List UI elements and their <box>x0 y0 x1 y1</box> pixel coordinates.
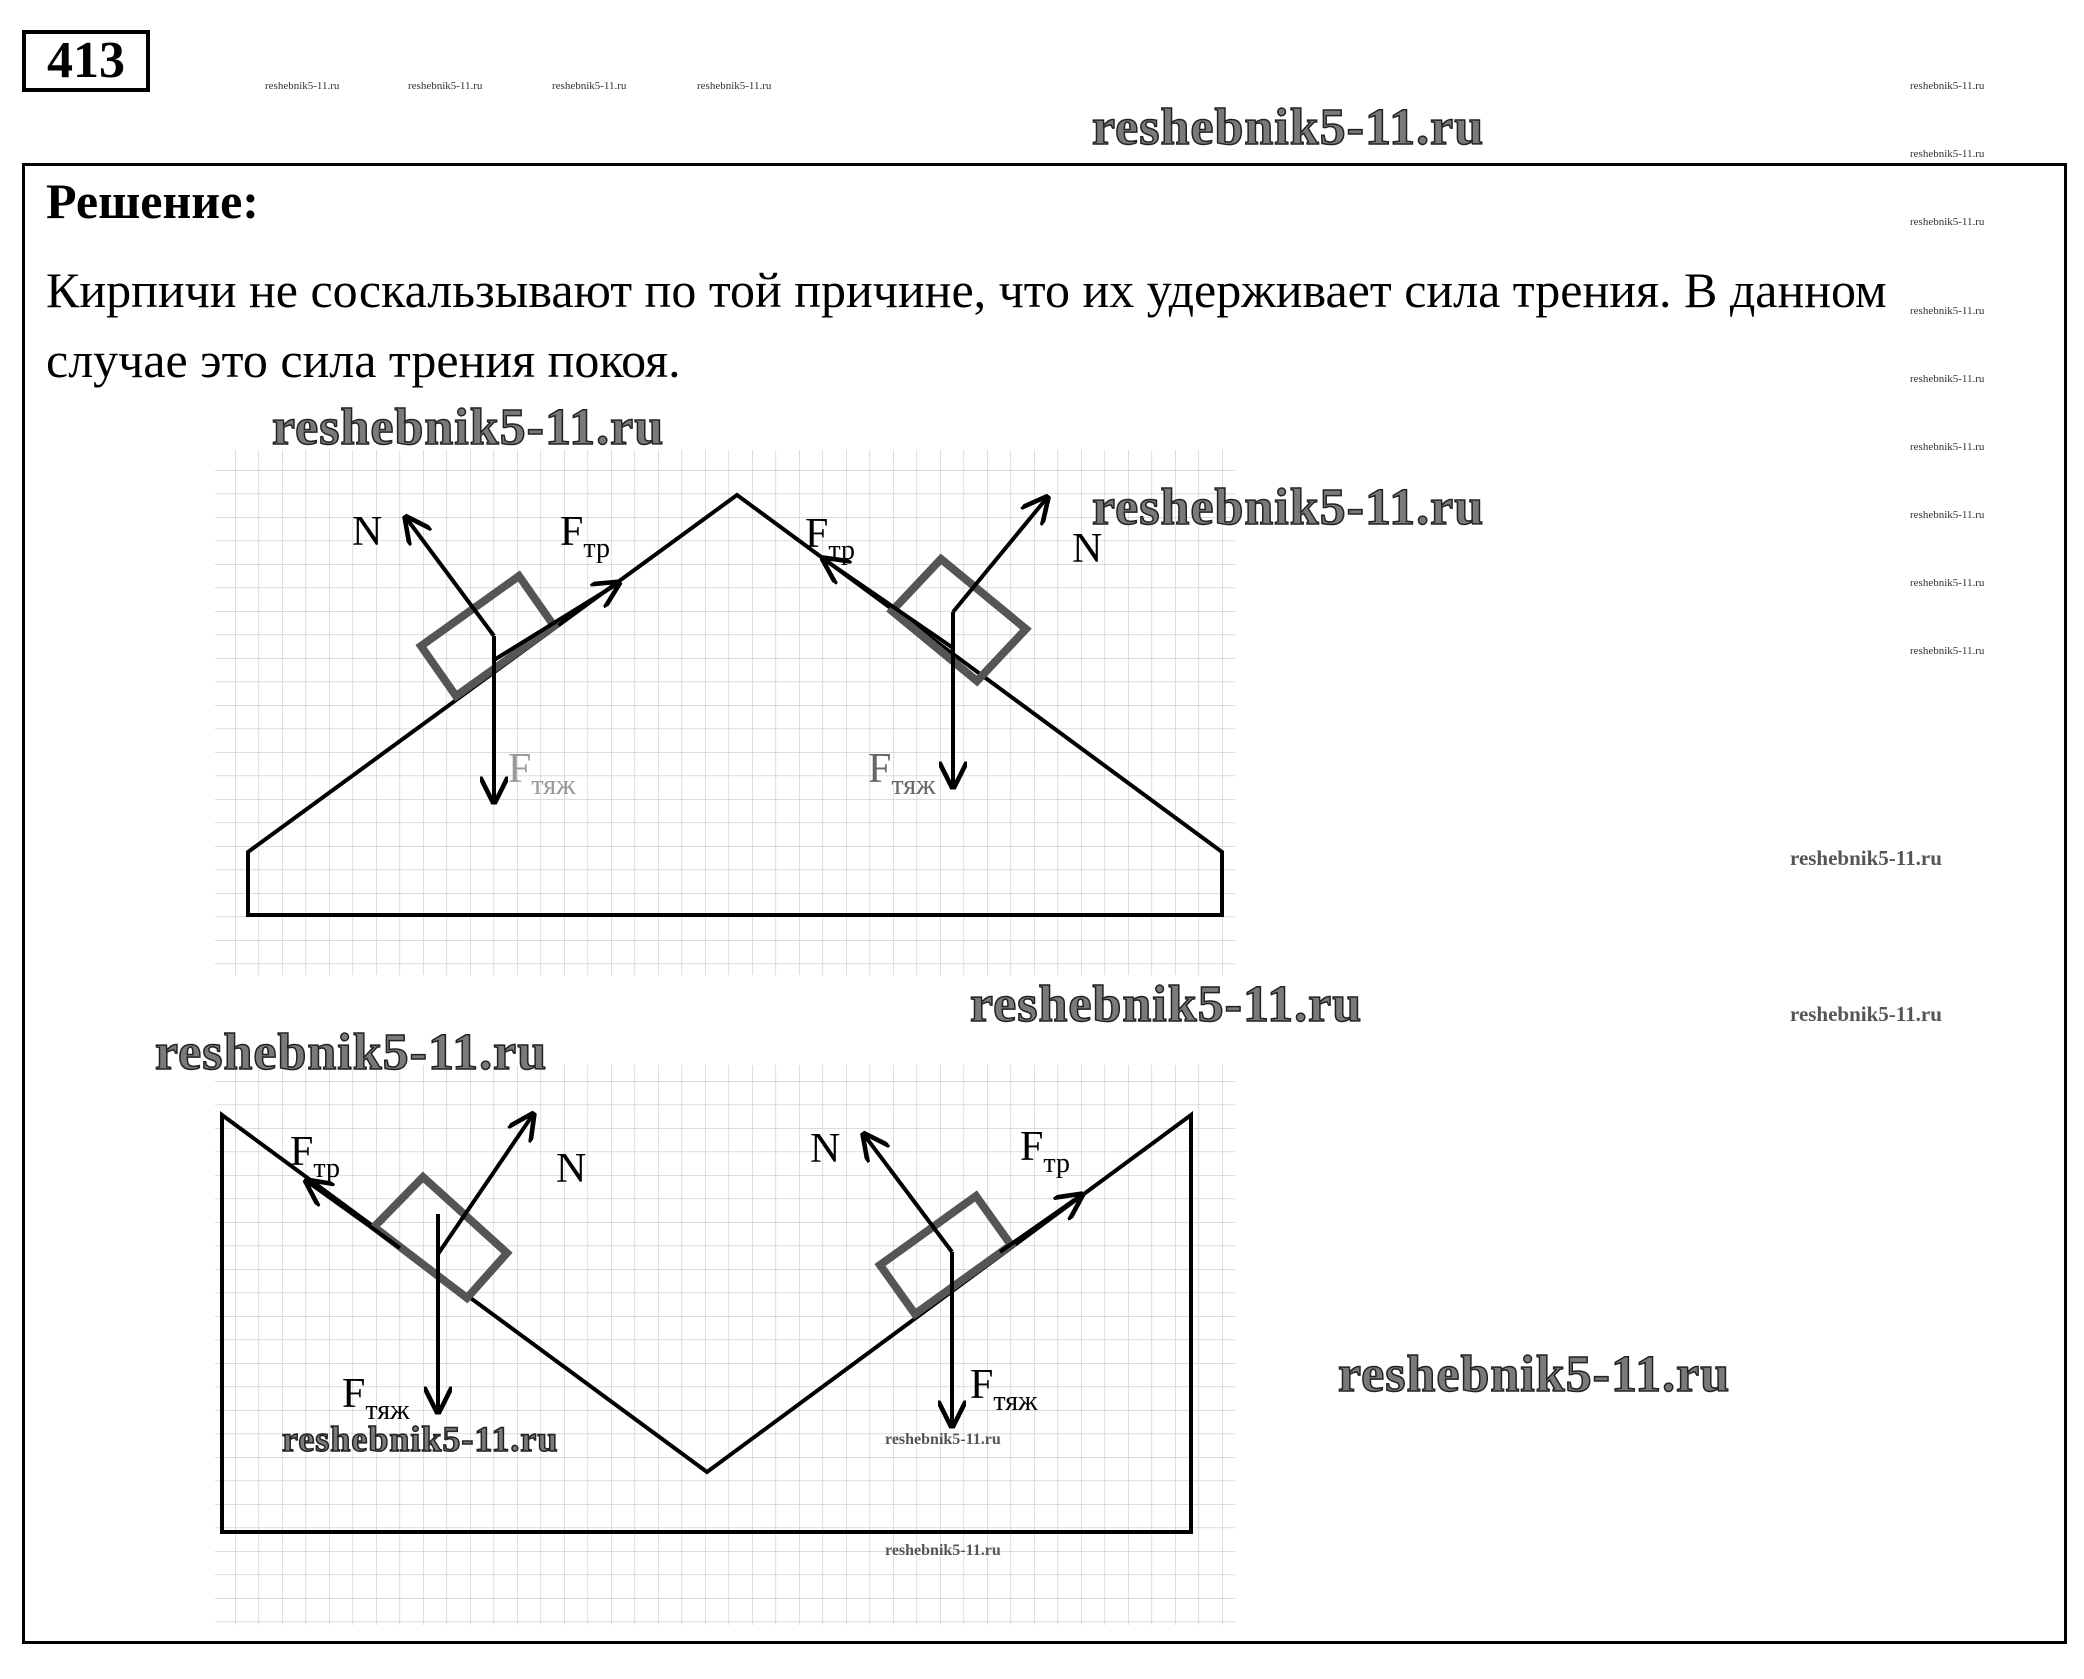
watermark-small: reshebnik5-11.ru <box>1910 80 1985 92</box>
watermark-large: reshebnik5-11.ru <box>970 976 1363 1033</box>
watermark-small: reshebnik5-11.ru <box>697 80 772 92</box>
watermark-large: reshebnik5-11.ru <box>272 399 665 456</box>
label-n-left: N <box>556 1146 587 1192</box>
watermark-small: reshebnik5-11.ru <box>1910 216 1985 228</box>
label-f-left: $F_{тр}$ <box>560 509 610 564</box>
watermark-medium: reshebnik5-11.ru <box>885 1542 1001 1559</box>
watermark-large: reshebnik5-11.ru <box>282 1419 559 1459</box>
label-fg-left: $F_{тяж}$ <box>508 746 576 801</box>
watermark-large: reshebnik5-11.ru <box>1092 479 1485 536</box>
watermark-small: reshebnik5-11.ru <box>1910 577 1985 589</box>
grid-bottom <box>215 1065 1235 1625</box>
watermark-small: reshebnik5-11.ru <box>1910 441 1985 453</box>
watermark-large: reshebnik5-11.ru <box>1338 1346 1731 1403</box>
watermark-small: reshebnik5-11.ru <box>1910 305 1985 317</box>
watermark-large: reshebnik5-11.ru <box>1092 99 1485 156</box>
label-f-right: $F_{тр}$ <box>1020 1124 1070 1179</box>
watermark-small: reshebnik5-11.ru <box>408 80 483 92</box>
watermark-small: reshebnik5-11.ru <box>1910 645 1985 657</box>
watermark-large: reshebnik5-11.ru <box>155 1024 548 1081</box>
watermark-small: reshebnik5-11.ru <box>552 80 627 92</box>
solution-text: Кирпичи не соскальзывают по той причине, что их удерживает сила трения. В данном случае это сила трения покоя. <box>46 262 1887 388</box>
watermark-medium: reshebnik5-11.ru <box>1790 1002 1942 1026</box>
watermark-medium: reshebnik5-11.ru <box>1790 846 1942 870</box>
label-fg-left: $F_{тяж}$ <box>342 1371 410 1426</box>
watermark-small: reshebnik5-11.ru <box>1910 148 1985 160</box>
watermark-small: reshebnik5-11.ru <box>1910 509 1985 521</box>
label-f-left: $F_{тр}$ <box>290 1129 340 1184</box>
label-fg-right: $F_{тяж}$ <box>868 746 936 801</box>
solution-heading: Решение: <box>46 173 259 229</box>
label-f-right: $F_{тр}$ <box>805 511 855 566</box>
label-n-right: N <box>1072 526 1103 572</box>
watermark-small: reshebnik5-11.ru <box>1910 373 1985 385</box>
watermark-medium: reshebnik5-11.ru <box>885 1431 1001 1448</box>
watermark-small: reshebnik5-11.ru <box>265 80 340 92</box>
label-n-left: N <box>352 509 383 555</box>
label-n-right: N <box>810 1126 841 1172</box>
label-fg-right: $F_{тяж}$ <box>970 1362 1038 1417</box>
problem-number: 413 <box>22 30 150 92</box>
